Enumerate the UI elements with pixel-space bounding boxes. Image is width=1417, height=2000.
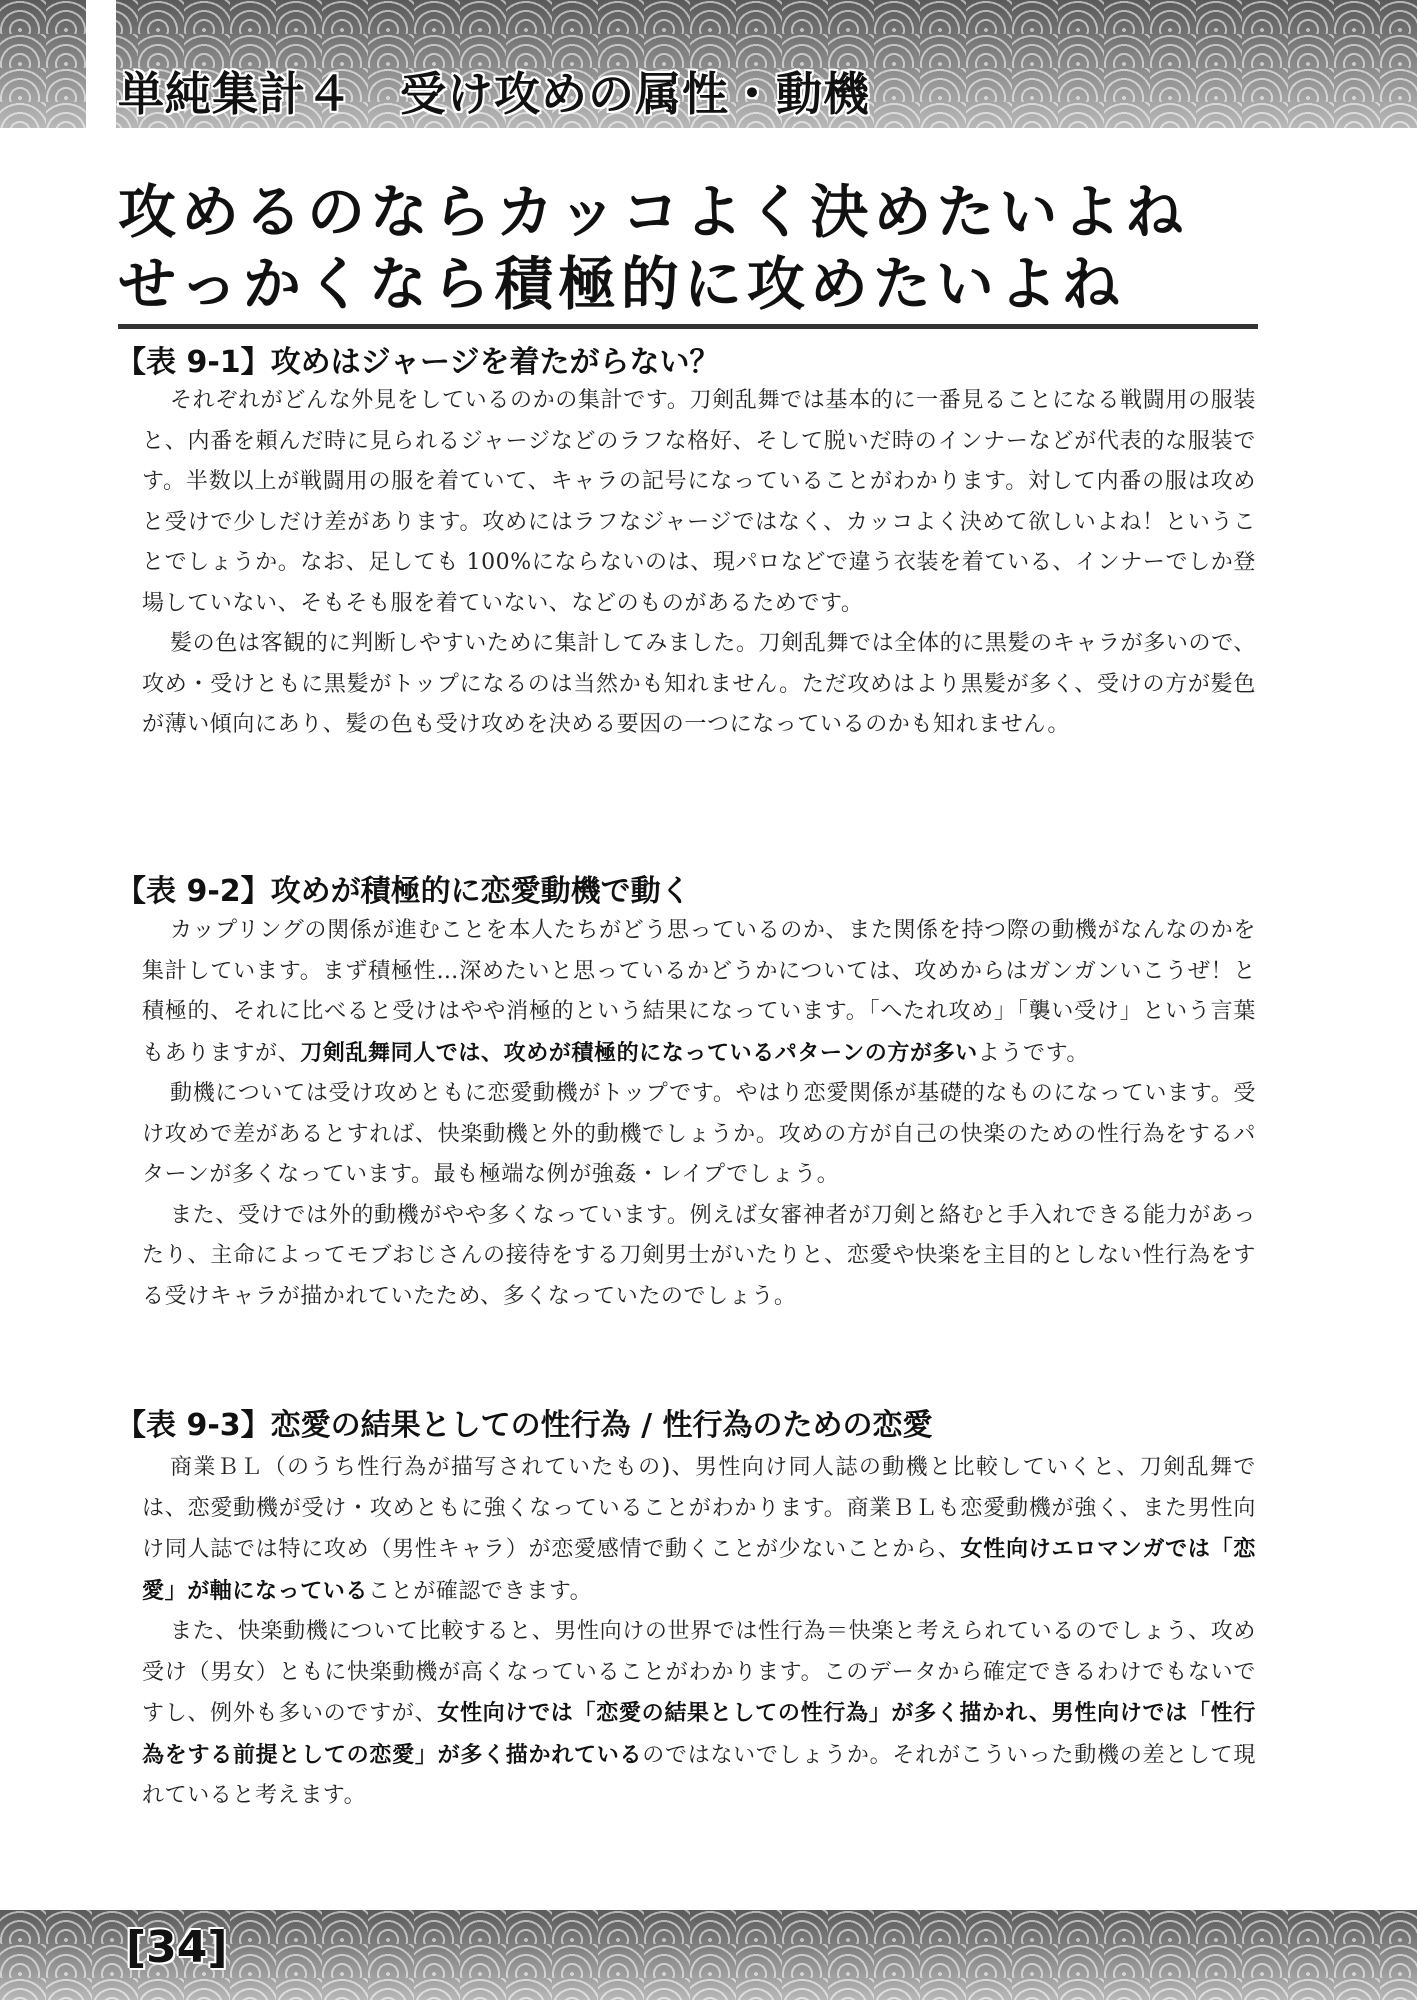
body-paragraph: [142, 1448, 1256, 1612]
headline-line-1: 攻めるのならカッコよく決めたいよね: [118, 178, 1189, 246]
paragraph-text: それぞれがどんな外見をしているのかの集計です。刀剣乱舞では基本的に一番見ることになる戦闘用の服装と、内番を頼んだ時に見られるジャージなどのラフな格好、そして脱いだ時のインナーなどが代表的な服装です。半数以上が戦闘用の服を着ていて、キャラの記号になっていることがわかります。対して内番の服は攻めと受けで少しだけ差があります。攻めにはラフなジャージではなく、カッコよく決めて欲しいよね！ということでしょうか。なお、足しても 100%にならないのは、現パロなどで違う衣装を着ている、インナーでしか登場していない、そもそも服を着ていない、などのものがあるためです。: [142, 388, 1256, 616]
body-paragraph: [142, 1196, 1256, 1318]
paragraph-text: また、快楽動機について比較すると、男性向けの世界では性行為＝快楽と考えられているのでしょう、攻め受け（男女）ともに快楽動機が高くなっていることがわかります。このデータから確定できるわけでもないですし、例外も多いのですが、: [142, 1619, 1256, 1726]
section-heading-9-2: 【表 9-2】攻めが積極的に恋愛動機で動く: [116, 874, 691, 909]
body-paragraph: [142, 1074, 1256, 1196]
section-body-9-3: [142, 1448, 1256, 1817]
section-body-9-1: [142, 381, 1256, 746]
emphasis-text: 刀剣乱舞同人では、攻めが積極的になっているパターンの方が多い: [300, 1039, 978, 1066]
paragraph-text: 髪の色は客観的に判断しやすいために集計してみました。刀剣乱舞では全体的に黒髪のキャラが多いので、攻め・受けともに黒髪がトップになるのは当然かも知れません。ただ攻めはより黒髪が多く、受けの方が髪色が薄い傾向にあり、髪の色も受け攻めを決める要因の一つになっているのかも知れません。: [142, 631, 1256, 737]
section-heading-9-3: 【表 9-3】恋愛の結果としての性行為 / 性行為のための恋愛: [116, 1408, 933, 1443]
paragraph-text: のではないでしょうか。それがこういった動機の差として現れていると考えます。: [142, 1742, 1257, 1808]
emphasis-text: 女性向けエロマンガでは「恋愛」が軸になっている: [142, 1536, 1256, 1604]
page-number: [34]: [126, 1922, 228, 1973]
chapter-title: 単純集計４ 受け攻めの属性・動機: [118, 67, 870, 121]
body-paragraph: [142, 911, 1256, 1074]
headline-line-2: せっかくなら積極的に攻めたいよね: [118, 250, 1125, 318]
emphasis-text: 女性向けでは「恋愛の結果としての性行為」が多く描かれ、男性向けでは「性行為をする前提としての恋愛」が多く描かれている: [142, 1700, 1256, 1768]
section-heading-9-1: 【表 9-1】攻めはジャージを着たがらない？: [116, 345, 720, 380]
paragraph-text: 動機については受け攻めともに恋愛動機がトップです。やはり恋愛関係が基礎的なものになっています。受け攻めで差があるとすれば、快楽動機と外的動機でしょうか。攻めの方が自己の快楽のための性行為をするパターンが多くなっています。最も極端な例が強姦・レイプでしょう。: [142, 1081, 1256, 1187]
header-left-strip: [86, 0, 116, 128]
main-headline: [118, 176, 1258, 329]
paragraph-text: また、受けでは外的動機がやや多くなっています。例えば女審神者が刀剣と絡むと手入れできる能力があったり、主命によってモブおじさんの接待をする刀剣男士がいたりと、恋愛や快楽を主目的としない性行為をする受けキャラが描かれていたため、多くなっていたのでしょう。: [142, 1202, 1256, 1309]
paragraph-text: カップリングの関係が進むことを本人たちがどう思っているのか、また関係を持つ際の動機がなんなのかを集計しています。まず積極性…深めたいと思っているかどうかについては、攻めからはガンガンいこうぜ！と積極的、それに比べると受けはやや消極的という結果になっています。「へたれ攻め」「襲い受け」という言葉もありますが、: [142, 918, 1257, 1066]
section-body-9-2: [142, 911, 1256, 1317]
paragraph-text: 商業ＢＬ（のうち性行為が描写されていたもの)、男性向け同人誌の動機と比較していくと、刀剣乱舞では、恋愛動機が受け・攻めともに強くなっていることがわかります。商業ＢＬも恋愛動機が強く、また男性向け同人誌では特に攻め（男性キャラ）が恋愛感情で動くことが少ないことから、: [142, 1455, 1256, 1562]
paragraph-text: ことが確認できます。: [368, 1578, 593, 1604]
body-paragraph: [142, 1612, 1256, 1817]
body-paragraph: [142, 624, 1256, 746]
paragraph-text: ようです。: [977, 1040, 1090, 1066]
body-paragraph: [142, 381, 1256, 624]
